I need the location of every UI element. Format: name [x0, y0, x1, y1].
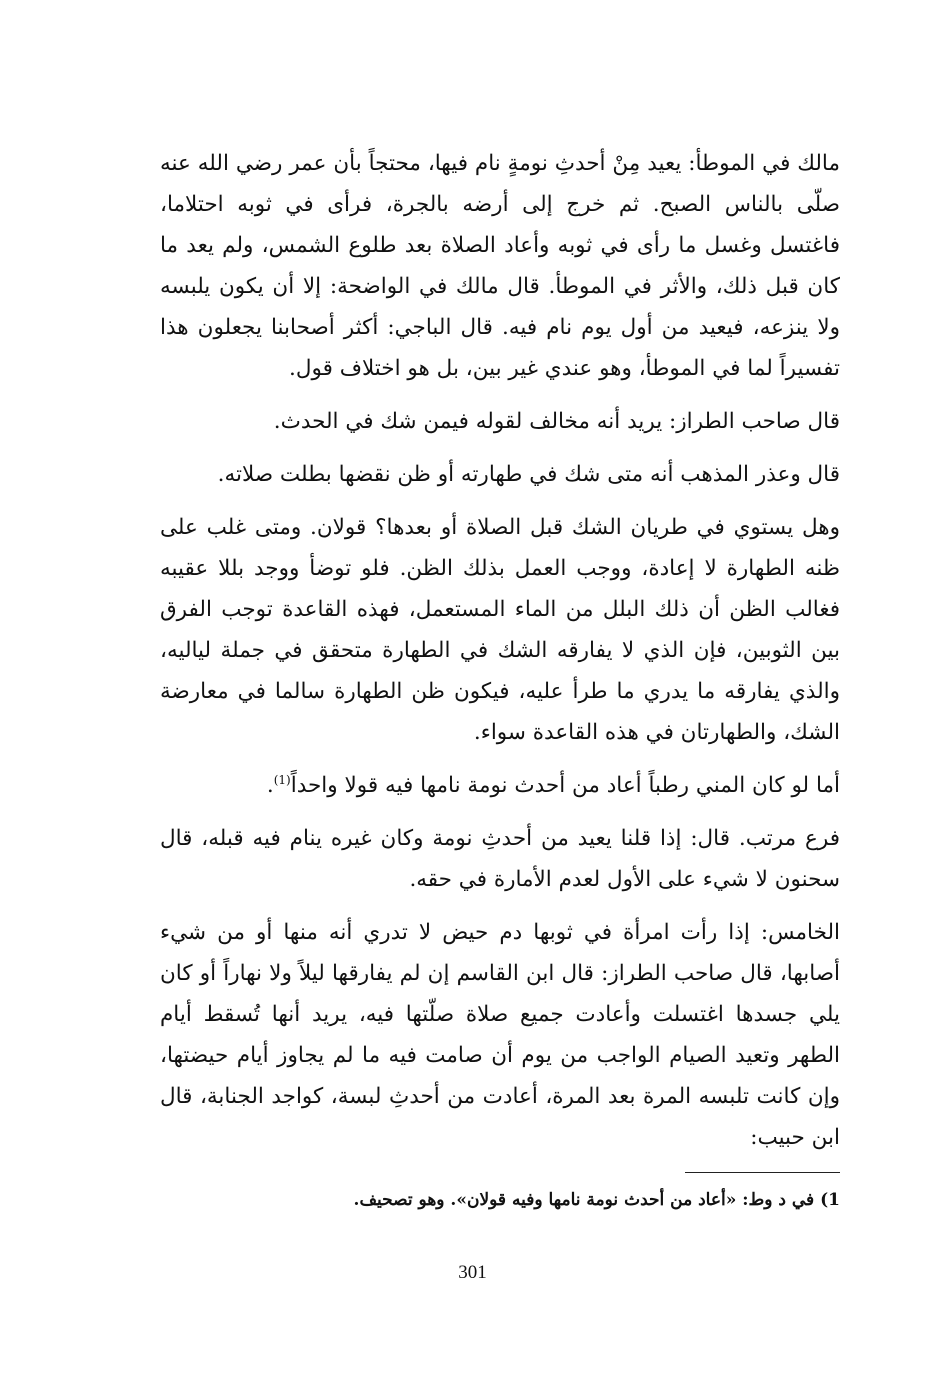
paragraph-5-end: .: [266, 773, 274, 798]
paragraph-3: قال وعذر المذهب أنه متى شك في طهارته أو ظن نقضها بطلت صلاته.: [217, 462, 840, 487]
footnote-separator: [685, 1172, 840, 1173]
paragraph-4: وهل يستوي في طريان الشك قبل الصلاة أو بعدها؟ قولان. ومتى غلب على ظنه الطهارة لا إعادة، ووجب العمل بذلك الظن. فلو توضأ ووجد بللا عقيبه فغالب الظن أن ذلك البلل من الماء المستعمل، فهذه القاعدة توجب الفرق بين الثوبين، فإن الذي لا يفارقه الشك في الطهارة متحقق في جملة لياليه، والذي يفارقه ما يدري ما طرأ عليه، فيكون ظن الطهارة سالما في معارضة الشك، والطهارتان في هذه القاعدة سواء.: [160, 515, 840, 745]
paragraph-1: مالك في الموطأ: يعيد مِنْ أحدثِ نومةٍ نام فيها، محتجاً بأن عمر رضي الله عنه صلّى بالناس الصبح. ثم خرج إلى أرضه بالجرة، فرأى في ثوبه احتلاما، فاغتسل وغسل ما رأى في ثوبه وأعاد الصلاة بعد طلوع الشمس، ولم يعد ما كان قبل ذلك، والأثر في الموطأ. قال مالك في الواضحة: إلا أن يكون يلبسه ولا ينزعه، فيعيد من أول يوم نام فيه. قال الباجي: أكثر أصحابنا يجعلون هذا تفسيراً لما في الموطأ، وهو عندي غير بين، بل هو اختلاف قول.: [160, 151, 840, 381]
footnote-marker: (1): [273, 772, 291, 787]
main-text: [160, 143, 840, 1170]
footnote: 1) في د وط: «أعاد من أحدث نومة نامها وفيه قولان». وهو تصحيف.: [353, 1190, 840, 1210]
paragraph-6: فرع مرتب. قال: إذا قلنا يعيد من أحدثِ نومة وكان غيره ينام فيه قبله، قال سحنون لا شيء على الأول لعدم الأمارة في حقه.: [160, 826, 840, 892]
paragraph-2: قال صاحب الطراز: يريد أنه مخالف لقوله فيمن شك في الحدث.: [273, 409, 840, 434]
page-number: 301: [458, 1262, 487, 1283]
paragraph-7: الخامس: إذا رأت امرأة في ثوبها دم حيض لا تدري أنه منها أو من شيء أصابها، قال صاحب الطراز: قال ابن القاسم إن لم يفارقها ليلاً ولا نهاراً أو كان يلي جسدها اغتسلت وأعادت جميع صلاة صلّتها فيه، يريد أنها تُسقط أيام الطهر وتعيد الصيام الواجب من يوم أن صامت فيه ما لم يجاوز أيام حيضتها، وإن كانت تلبسه المرة بعد المرة، أعادت من أحدثِ لبسة، كواجد الجنابة، قال ابن حبيب:: [160, 920, 840, 1150]
paragraph-5-text: أما لو كان المني رطباً أعاد من أحدث نومة نامها فيه قولا واحداً: [290, 773, 840, 798]
paragraph-5: [160, 765, 840, 806]
